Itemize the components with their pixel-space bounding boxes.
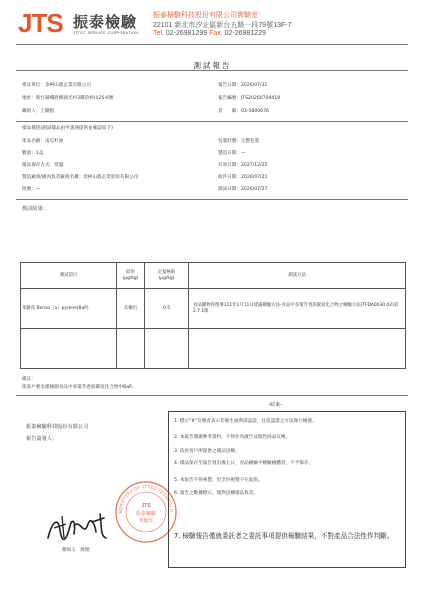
- note-6: 6. 報告之數據標示，僅對送檢樣品負責。: [174, 491, 258, 496]
- empty-cell: [145, 329, 189, 369]
- fax-label: Fax.: [209, 30, 223, 37]
- test-date: 測試日期：2026/07/27: [218, 187, 268, 192]
- info-bottom-rule: [16, 199, 408, 200]
- results-table: [20, 262, 406, 369]
- batch-number: 批號：—: [22, 187, 41, 192]
- col-header-loq: 定量極限 (μg/kg): [145, 263, 189, 289]
- sample-info-heading: 樣品描述(測試樣品由申請商提供並確認如下): [22, 126, 113, 131]
- empty-cell: [21, 329, 117, 369]
- note-7: 7. 檢驗報告僅就委託者之委託事項提供檢驗結果，不對產品合法性作判斷。: [174, 532, 394, 540]
- contact-person: 聯絡人：王勵賢: [22, 109, 55, 114]
- cell-item: 苯駢芘 Benzo［a］pyrene(BaP): [21, 289, 117, 329]
- svg-text:JTS: JTS: [141, 503, 151, 509]
- empty-cell: [189, 329, 406, 369]
- manufacture-date: 製造日期：—: [218, 151, 246, 156]
- page-number: 頁 碼：03-5800676: [218, 109, 269, 114]
- stamp-sub-text: 實驗室: [139, 519, 153, 524]
- company-contact: [153, 30, 266, 37]
- header-divider: [16, 44, 408, 45]
- results-label: 測試結果：: [22, 206, 48, 212]
- empty-cell: [117, 329, 145, 369]
- applicant-address: 地址：新竹縣峨眉鄉湖光村3鄰余柯山25-6號: [22, 96, 114, 101]
- stamp-ring-text: BORATORY OF JTTEC TECHNOLO: [117, 483, 175, 514]
- logo-jts: JTS: [18, 8, 63, 38]
- sample-storage: 樣品保存方式：常溫: [22, 163, 64, 168]
- note-5: 5. 本報告不得複製，但全份複製不在此限。: [174, 478, 263, 483]
- end-marker: -結束-: [268, 402, 283, 408]
- sample-quantity: 數量：1盒: [22, 151, 44, 156]
- report-date: 報告日期：2026/07/31: [218, 83, 268, 88]
- signer-label: 報告簽署人：: [26, 436, 58, 442]
- package-status: 包裝狀態：完整包裝: [218, 139, 260, 144]
- info-top-rule: [16, 70, 408, 71]
- fax-number: 02-26981229: [224, 30, 266, 37]
- tel-number: 02-26981299: [165, 30, 208, 37]
- company-name: 振泰檢驗科技股份有限公司實驗室: [153, 11, 258, 19]
- note-2: 2. 本報告僅做參考資料，不得作為廣告及販售商品宣傳。: [174, 435, 291, 440]
- col-header-method: 測試方法: [189, 263, 406, 289]
- stamp-center-text: 振泰檢驗: [135, 511, 157, 517]
- applicant: 委託單位：余柯山農企業有限公司: [22, 83, 91, 88]
- cell-method: 食品藥物管理署111年1月11日建議檢驗方法-食品中多環芳香族碳氫化合物之檢驗方法(TFDA0030.02)第2.7.1節: [189, 289, 406, 329]
- company-address: 22101 新北市汐止區新台五路一段79號13F-7: [153, 22, 292, 29]
- table-empty-row: [21, 329, 406, 369]
- remark-label: 備註：: [22, 377, 36, 382]
- logo-company-cn: 振泰檢驗: [73, 13, 138, 31]
- sample-name: 產品名稱：南瓜籽油: [22, 139, 64, 144]
- col-header-item: 測試項目: [21, 263, 117, 289]
- cell-result: 未檢出: [117, 289, 145, 329]
- logo-company-en: JTTEC SERVICE CORPORATION: [73, 31, 139, 35]
- cell-loq: 0.5: [145, 289, 189, 329]
- remark-text: 依客戶要求僅檢測食品中多環芳香族碳氫化合物中BaP。: [22, 385, 137, 390]
- remark-rule: [16, 395, 408, 396]
- info-mid-rule: [16, 121, 408, 122]
- table-header-row: [21, 263, 406, 289]
- handwritten-signature: [44, 508, 112, 546]
- signer-name: 簡如玉 經理: [62, 548, 90, 553]
- note-3: 3. 依於客戶所提供之樣品送檢。: [174, 449, 240, 454]
- tel-label: Tel.: [153, 30, 164, 37]
- col-header-result: 結果 (μg/kg): [117, 263, 145, 289]
- received-date: 收件日期：2026/07/21: [218, 175, 268, 180]
- lab-name: 振泰檢驗科技股份有限公司: [26, 424, 89, 430]
- manufacturer: 製造廠商/國內負責廠商名稱：余柯山農企業股份有限公司: [22, 175, 139, 180]
- report-number: 報告編號：JTS20260704419: [218, 96, 281, 101]
- expiry-date: 有效日期：2027/12/25: [218, 163, 268, 168]
- table-row: [21, 289, 406, 329]
- note-1: 1. 標示"#"符號者表示非衛生福利部認證，且依認證之方法執行檢測。: [174, 419, 317, 424]
- page-title: 測試報告: [193, 61, 232, 70]
- note-4: 4. 樣品保存至報告發出後七日，食品檢驗中檢驗檢體者，不予保存。: [174, 461, 314, 466]
